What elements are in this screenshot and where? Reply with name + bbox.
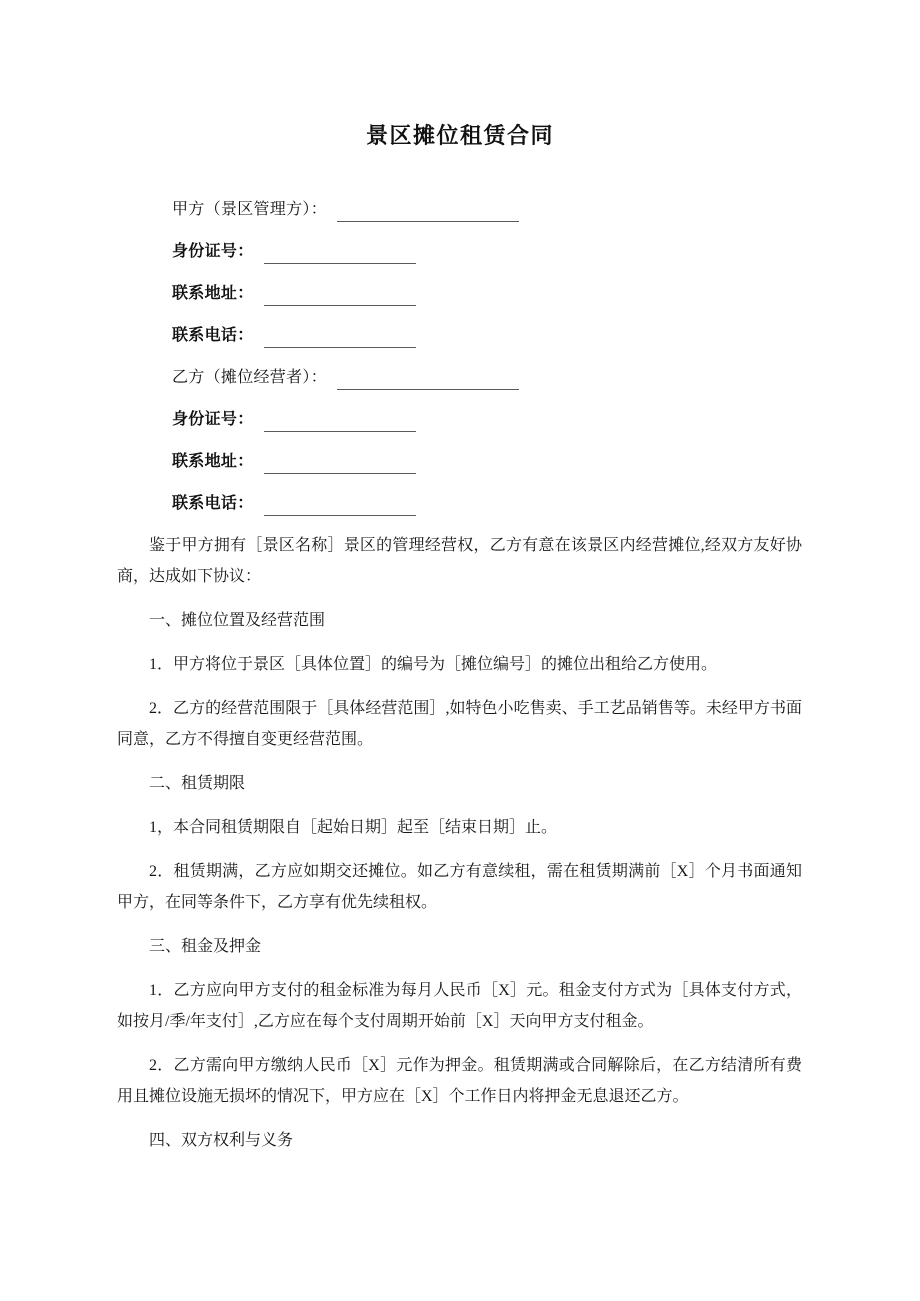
party-a-label: 甲方（景区管理方）： — [172, 201, 328, 218]
contract-body — [0, 516, 920, 1196]
section-3-clause-1: 1．乙方应向甲方支付的租金标准为每月人民币［X］元。租金支付方式为［具体支付方式，如按月/季/年支付］,乙方应在每个支付周期开始前［X］天向甲方支付租金。 — [117, 982, 802, 1030]
party-b-address-row — [172, 432, 920, 474]
party-b-id-row — [172, 390, 920, 432]
party-b-id-input[interactable] — [264, 414, 416, 432]
party-a-name-input[interactable] — [337, 204, 519, 222]
section-2-clause-1: 1，本合同租赁期限自［起始日期］起至［结束日期］止。 — [149, 819, 558, 836]
party-a-address-row — [172, 264, 920, 306]
party-a-id-input[interactable] — [264, 246, 416, 264]
section-1-clause-2: 2．乙方的经营范围限于［具体经营范围］,如特色小吃售卖、手工艺品销售等。未经甲方书面同意，乙方不得擅自变更经营范围。 — [117, 700, 802, 748]
section-heading-2: 二、租赁期限 — [149, 775, 246, 792]
party-a-address-label: 联系地址： — [172, 285, 254, 302]
party-b-address-label: 联系地址： — [172, 453, 254, 470]
section-heading-1: 一、摊位位置及经营范围 — [149, 612, 326, 629]
party-a-phone-input[interactable] — [264, 330, 416, 348]
party-a-phone-label: 联系电话： — [172, 327, 254, 344]
party-b-phone-input[interactable] — [264, 498, 416, 516]
party-b-address-input[interactable] — [264, 456, 416, 474]
parties-form — [0, 152, 920, 516]
party-b-row — [172, 348, 920, 390]
page-bottom-space — [117, 1156, 802, 1196]
section-heading-4: 四、双方权利与义务 — [149, 1132, 294, 1149]
party-a-id-label: 身份证号： — [172, 243, 254, 260]
page-title: 景区摊位租赁合同 — [365, 123, 554, 148]
party-a-phone-row — [172, 306, 920, 348]
section-3-clause-2: 2．乙方需向甲方缴纳人民币［X］元作为押金。租赁期满或合同解除后，在乙方结清所有费用且摊位设施无损坏的情况下，甲方应在［X］个工作日内将押金无息退还乙方。 — [117, 1057, 802, 1105]
preamble-paragraph: 鉴于甲方拥有［景区名称］景区的管理经营权，乙方有意在该景区内经营摊位,经双方友好协商，达成如下协议： — [117, 537, 802, 585]
party-a-row — [172, 180, 920, 222]
party-a-id-row — [172, 222, 920, 264]
party-b-id-label: 身份证号： — [172, 411, 254, 428]
party-a-address-input[interactable] — [264, 288, 416, 306]
party-b-phone-row — [172, 474, 920, 516]
party-b-label: 乙方（摊位经营者）： — [172, 369, 328, 386]
party-b-name-input[interactable] — [337, 372, 519, 390]
party-b-phone-label: 联系电话： — [172, 495, 254, 512]
section-1-clause-1: 1．甲方将位于景区［具体位置］的编号为［摊位编号］的摊位出租给乙方使用。 — [149, 656, 718, 673]
section-heading-3: 三、租金及押金 — [149, 938, 262, 955]
section-2-clause-2: 2．租赁期满，乙方应如期交还摊位。如乙方有意续租，需在租赁期满前［X］个月书面通知甲方，在同等条件下，乙方享有优先续租权。 — [117, 863, 802, 911]
